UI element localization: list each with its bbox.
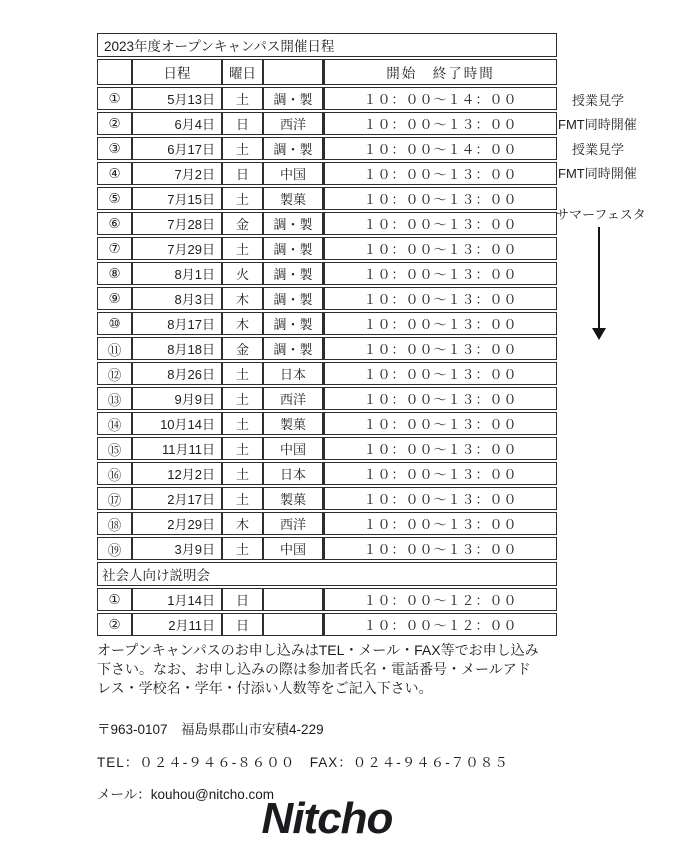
category-cell: 調・製	[263, 137, 323, 160]
time-cell: １０：００～１４：００	[323, 87, 557, 110]
time-cell: １０：００～１２：００	[323, 588, 557, 611]
row-number-cell: ⑲	[97, 537, 132, 560]
schedule-table-wrap	[97, 31, 557, 638]
date-cell: 8月3日	[132, 287, 222, 310]
category-cell: 西洋	[263, 387, 323, 410]
table-row	[97, 337, 557, 360]
time-cell: １０：００～１３：００	[323, 162, 557, 185]
table-row	[97, 87, 557, 110]
category-cell: 調・製	[263, 212, 323, 235]
day-cell: 土	[222, 387, 263, 410]
date-cell: 11月11日	[132, 437, 222, 460]
row-number-cell: ⑰	[97, 487, 132, 510]
table-row	[97, 362, 557, 385]
time-cell: １０：００～１３：００	[323, 362, 557, 385]
table-title-row	[97, 33, 557, 57]
day-cell: 火	[222, 262, 263, 285]
row-number-cell: ⑬	[97, 387, 132, 410]
time-cell: １０：００～１３：００	[323, 187, 557, 210]
schedule-rows	[97, 87, 557, 560]
day-cell: 木	[222, 312, 263, 335]
table-row	[97, 462, 557, 485]
category-cell: 調・製	[263, 287, 323, 310]
date-cell: 3月9日	[132, 537, 222, 560]
row-number-cell: ⑭	[97, 412, 132, 435]
header-no-cell	[97, 59, 132, 85]
tel-fax-line: TEL：０２４-９４６-８６００ FAX：０２４-９４６-７０８５	[97, 755, 509, 770]
header-day-cell: 曜日	[222, 59, 263, 85]
date-cell: 2月29日	[132, 512, 222, 535]
day-cell: 土	[222, 412, 263, 435]
time-cell: １０：００～１２：００	[323, 613, 557, 636]
day-cell: 日	[222, 588, 263, 611]
row-number-cell: ①	[97, 87, 132, 110]
day-cell: 木	[222, 512, 263, 535]
time-cell: １０：００～１３：００	[323, 287, 557, 310]
date-cell: 8月17日	[132, 312, 222, 335]
row-number-cell: ⑦	[97, 237, 132, 260]
category-cell: 製菓	[263, 187, 323, 210]
row-number-cell: ③	[97, 137, 132, 160]
table-row	[97, 137, 557, 160]
table-row	[97, 512, 557, 535]
side-note-class-visit-1: 授業見学	[572, 93, 625, 108]
table-row	[97, 537, 557, 560]
category-cell: 西洋	[263, 112, 323, 135]
table-row	[97, 437, 557, 460]
date-cell: 1月14日	[132, 588, 222, 611]
table-row	[97, 588, 557, 611]
day-cell: 土	[222, 137, 263, 160]
date-cell: 9月9日	[132, 387, 222, 410]
time-cell: １０：００～１３：００	[323, 212, 557, 235]
row-number-cell: ②	[97, 613, 132, 636]
day-cell: 日	[222, 613, 263, 636]
day-cell: 土	[222, 537, 263, 560]
page-title: 2023年度オープンキャンパス開催日程	[97, 33, 557, 57]
time-cell: １０：００～１３：００	[323, 237, 557, 260]
category-cell	[263, 613, 323, 636]
day-cell: 土	[222, 87, 263, 110]
category-cell: 中国	[263, 537, 323, 560]
row-number-cell: ⑥	[97, 212, 132, 235]
date-cell: 2月17日	[132, 487, 222, 510]
table-row	[97, 262, 557, 285]
date-cell: 12月2日	[132, 462, 222, 485]
time-cell: １０：００～１３：００	[323, 412, 557, 435]
day-cell: 土	[222, 362, 263, 385]
category-cell: 中国	[263, 162, 323, 185]
category-cell: 西洋	[263, 512, 323, 535]
row-number-cell: ⑨	[97, 287, 132, 310]
category-cell: 調・製	[263, 237, 323, 260]
date-cell: 2月11日	[132, 613, 222, 636]
table-row	[97, 287, 557, 310]
time-cell: １０：００～１４：００	[323, 137, 557, 160]
day-cell: 土	[222, 437, 263, 460]
day-cell: 日	[222, 162, 263, 185]
down-arrow-icon	[592, 328, 606, 340]
email-line: メール：kouhou@nitcho.com	[97, 787, 275, 802]
row-number-cell: ⑪	[97, 337, 132, 360]
time-cell: １０：００～１３：００	[323, 337, 557, 360]
time-cell: １０：００～１３：００	[323, 512, 557, 535]
table-header-row	[97, 59, 557, 85]
table-row	[97, 237, 557, 260]
time-cell: １０：００～１３：００	[323, 262, 557, 285]
category-cell: 日本	[263, 462, 323, 485]
table-row	[97, 387, 557, 410]
side-note-fmt-1: FMT同時開催	[558, 117, 637, 132]
table-row	[97, 187, 557, 210]
day-cell: 金	[222, 212, 263, 235]
row-number-cell: ⑱	[97, 512, 132, 535]
row-number-cell: ①	[97, 588, 132, 611]
day-cell: 土	[222, 187, 263, 210]
time-cell: １０：００～１３：００	[323, 462, 557, 485]
table-row	[97, 162, 557, 185]
postal-address: 〒963-0107 福島県郡山市安積4-229	[97, 722, 324, 737]
date-cell: 6月17日	[132, 137, 222, 160]
section-header-row	[97, 562, 557, 586]
date-cell: 8月26日	[132, 362, 222, 385]
day-cell: 金	[222, 337, 263, 360]
row-number-cell: ⑤	[97, 187, 132, 210]
category-cell	[263, 588, 323, 611]
apply-instructions-line: 下さい。なお、お申し込みの際は参加者氏名・電話番号・メールアド	[97, 661, 531, 677]
apply-instructions-line: レス・学校名・学年・付添い人数等をご記入下さい。	[97, 680, 433, 696]
row-number-cell: ②	[97, 112, 132, 135]
row-number-cell: ⑮	[97, 437, 132, 460]
row-number-cell: ⑯	[97, 462, 132, 485]
date-cell: 8月1日	[132, 262, 222, 285]
category-cell: 調・製	[263, 87, 323, 110]
adult-session-rows	[97, 588, 557, 636]
date-cell: 5月13日	[132, 87, 222, 110]
section-title: 社会人向け説明会	[97, 562, 557, 586]
nitcho-logo: Nitcho	[261, 794, 393, 843]
table-row	[97, 487, 557, 510]
date-cell: 10月14日	[132, 412, 222, 435]
day-cell: 土	[222, 462, 263, 485]
day-cell: 土	[222, 487, 263, 510]
date-cell: 7月29日	[132, 237, 222, 260]
date-cell: 6月4日	[132, 112, 222, 135]
table-row	[97, 412, 557, 435]
category-cell: 製菓	[263, 487, 323, 510]
time-cell: １０：００～１３：００	[323, 387, 557, 410]
footer	[97, 641, 577, 803]
row-number-cell: ⑧	[97, 262, 132, 285]
table-row	[97, 112, 557, 135]
side-note-class-visit-2: 授業見学	[572, 142, 625, 157]
time-cell: １０：００～１３：００	[323, 112, 557, 135]
down-arrow-line	[598, 227, 600, 329]
time-cell: １０：００～１３：００	[323, 437, 557, 460]
header-time-cell: 開始 終了時間	[323, 59, 557, 85]
date-cell: 8月18日	[132, 337, 222, 360]
table-row	[97, 613, 557, 636]
category-cell: 中国	[263, 437, 323, 460]
time-cell: １０：００～１３：００	[323, 537, 557, 560]
category-cell: 調・製	[263, 262, 323, 285]
side-note-fmt-2: FMT同時開催	[558, 166, 637, 181]
schedule-table	[97, 31, 557, 638]
side-note-summer-festa: サマーフェスタ	[556, 207, 646, 222]
date-cell: 7月15日	[132, 187, 222, 210]
row-number-cell: ⑩	[97, 312, 132, 335]
category-cell: 調・製	[263, 337, 323, 360]
row-number-cell: ④	[97, 162, 132, 185]
header-date-cell: 日程	[132, 59, 222, 85]
date-cell: 7月2日	[132, 162, 222, 185]
time-cell: １０：００～１３：００	[323, 487, 557, 510]
day-cell: 木	[222, 287, 263, 310]
category-cell: 日本	[263, 362, 323, 385]
row-number-cell: ⑫	[97, 362, 132, 385]
time-cell: １０：００～１３：００	[323, 312, 557, 335]
table-row	[97, 212, 557, 235]
table-row	[97, 312, 557, 335]
day-cell: 土	[222, 237, 263, 260]
day-cell: 日	[222, 112, 263, 135]
header-category-cell	[263, 59, 323, 85]
category-cell: 製菓	[263, 412, 323, 435]
date-cell: 7月28日	[132, 212, 222, 235]
apply-instructions-line: オープンキャンパスのお申し込みはTEL・メール・FAX等でお申し込み	[97, 642, 539, 658]
category-cell: 調・製	[263, 312, 323, 335]
